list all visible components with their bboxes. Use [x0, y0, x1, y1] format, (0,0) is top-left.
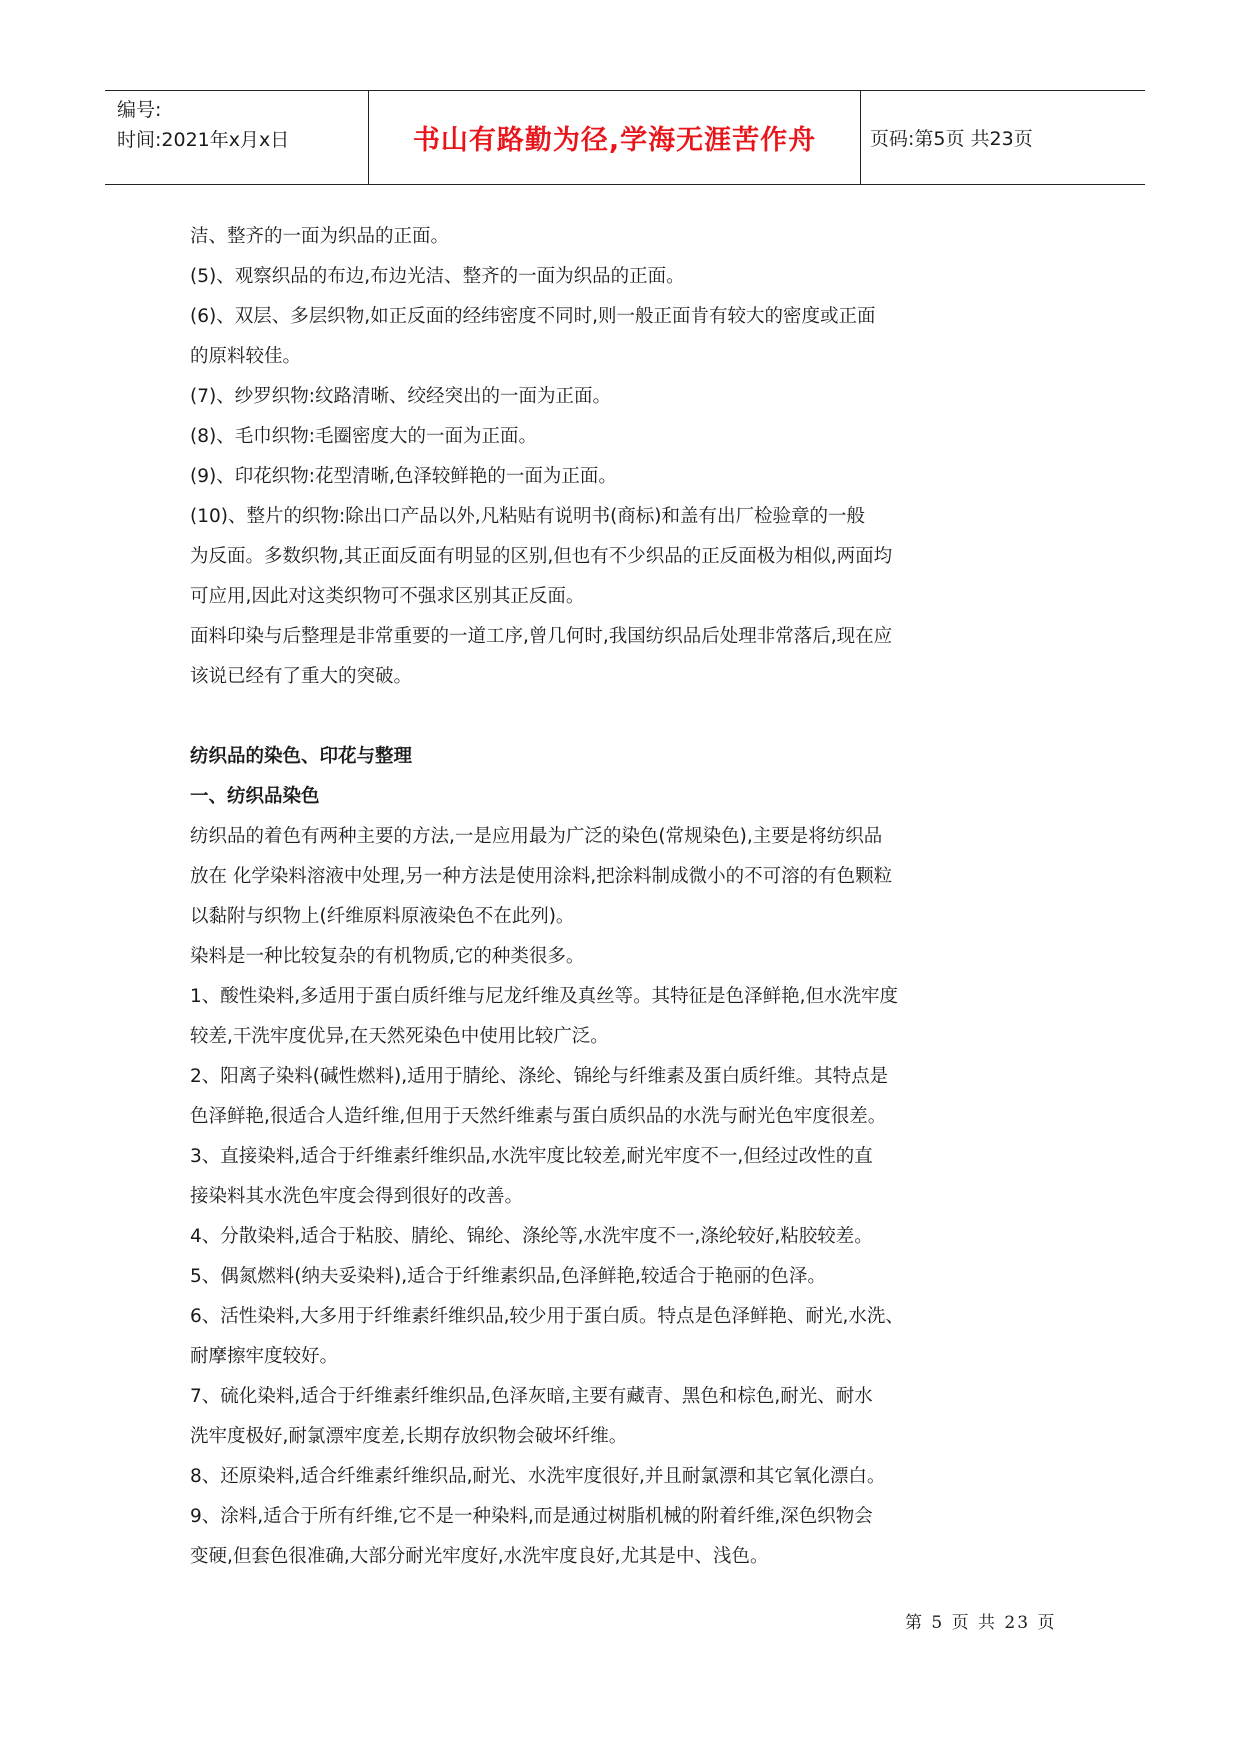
header-page-indicator: 页码:第5页 共23页 — [870, 128, 1033, 150]
body-line: 洗牢度极好,耐氯漂牢度差,长期存放织物会破坏纤维。 — [190, 1426, 628, 1447]
page-header — [105, 90, 1145, 185]
body-line: 4、分散染料,适合于粘胶、腈纶、锦纶、涤纶等,水洗牢度不一,涤纶较好,粘胶较差。 — [190, 1226, 873, 1247]
subsection-title: 一、纺织品染色 — [190, 786, 320, 807]
header-meta — [117, 95, 367, 155]
body-line: 8、还原染料,适合纤维素纤维织品,耐光、水洗牢度很好,并且耐氯漂和其它氧化漂白。 — [190, 1466, 886, 1487]
paragraph-gap — [190, 697, 1075, 737]
body-line: (5)、观察织品的布边,布边光洁、整齐的一面为织品的正面。 — [190, 266, 685, 287]
body-line: 2、阳离子染料(碱性燃料),适用于腈纶、涤纶、锦纶与纤维素及蛋白质纤维。其特点是 — [190, 1066, 889, 1087]
body-line: 面料印染与后整理是非常重要的一道工序,曾几何时,我国纺织品后处理非常落后,现在应 — [190, 626, 893, 647]
body-line: 接染料其水洗色牢度会得到很好的改善。 — [190, 1186, 524, 1207]
page-footer: 第 5 页 共 23 页 — [905, 1613, 1057, 1633]
body-line: 变硬,但套色很准确,大部分耐光牢度好,水洗牢度良好,尤其是中、浅色。 — [190, 1546, 769, 1567]
body-line: (7)、纱罗织物:纹路清晰、绞经突出的一面为正面。 — [190, 386, 611, 407]
body-line: (6)、双层、多层织物,如正反面的经纬密度不同时,则一般正面肯有较大的密度或正面 — [190, 306, 876, 327]
body-line: 6、活性染料,大多用于纤维素纤维织品,较少用于蛋白质。特点是色泽鲜艳、耐光,水洗、 — [190, 1306, 904, 1327]
header-motto: 书山有路勤为径,学海无涯苦作舟 — [412, 125, 817, 156]
body-line: (10)、整片的织物:除出口产品以外,凡粘贴有说明书(商标)和盖有出厂检验章的一般 — [190, 506, 866, 527]
document-body — [190, 217, 1075, 1577]
body-line: 5、偶氮燃料(纳夫妥染料),适合于纤维素织品,色泽鲜艳,较适合于艳丽的色泽。 — [190, 1266, 826, 1287]
body-line: (8)、毛巾织物:毛圈密度大的一面为正面。 — [190, 426, 537, 447]
body-line: 色泽鲜艳,很适合人造纤维,但用于天然纤维素与蛋白质织品的水洗与耐光色牢度很差。 — [190, 1106, 887, 1127]
body-line: 的原料较佳。 — [190, 346, 302, 367]
body-line: 纺织品的着色有两种主要的方法,一是应用最为广泛的染色(常规染色),主要是将纺织品 — [190, 826, 883, 847]
body-line: (9)、印花织物:花型清晰,色泽较鲜艳的一面为正面。 — [190, 466, 617, 487]
body-line: 3、直接染料,适合于纤维素纤维织品,水洗牢度比较差,耐光牢度不一,但经过改性的直 — [190, 1146, 873, 1167]
body-line: 1、酸性染料,多适用于蛋白质纤维与尼龙纤维及真丝等。其特征是色泽鲜艳,但水洗牢度 — [190, 986, 899, 1007]
body-line: 以黏附与织物上(纤维原料原液染色不在此列)。 — [190, 906, 575, 927]
section-title: 纺织品的染色、印花与整理 — [190, 746, 413, 767]
body-line: 耐摩擦牢度较好。 — [190, 1346, 339, 1367]
body-line: 7、硫化染料,适合于纤维素纤维织品,色泽灰暗,主要有藏青、黑色和棕色,耐光、耐水 — [190, 1386, 873, 1407]
body-line: 9、涂料,适合于所有纤维,它不是一种染料,而是通过树脂机械的附着纤维,深色织物会 — [190, 1506, 873, 1527]
body-line: 可应用,因此对这类织物可不强求区别其正反面。 — [190, 586, 585, 607]
body-line: 洁、整齐的一面为织品的正面。 — [190, 226, 450, 247]
document-number-label: 编号: — [117, 99, 162, 121]
body-line: 较差,干洗牢度优异,在天然死染色中使用比较广泛。 — [190, 1026, 609, 1047]
body-line: 该说已经有了重大的突破。 — [190, 666, 413, 687]
header-divider-right — [860, 91, 861, 184]
body-line: 染料是一种比较复杂的有机物质,它的种类很多。 — [190, 946, 585, 967]
document-time-label: 时间:2021年x月x日 — [117, 129, 290, 151]
body-line: 放在 化学染料溶液中处理,另一种方法是使用涂料,把涂料制成微小的不可溶的有色颗粒 — [190, 866, 893, 887]
body-line: 为反面。多数织物,其正面反面有明显的区别,但也有不少织品的正反面极为相似,两面均 — [190, 546, 893, 567]
